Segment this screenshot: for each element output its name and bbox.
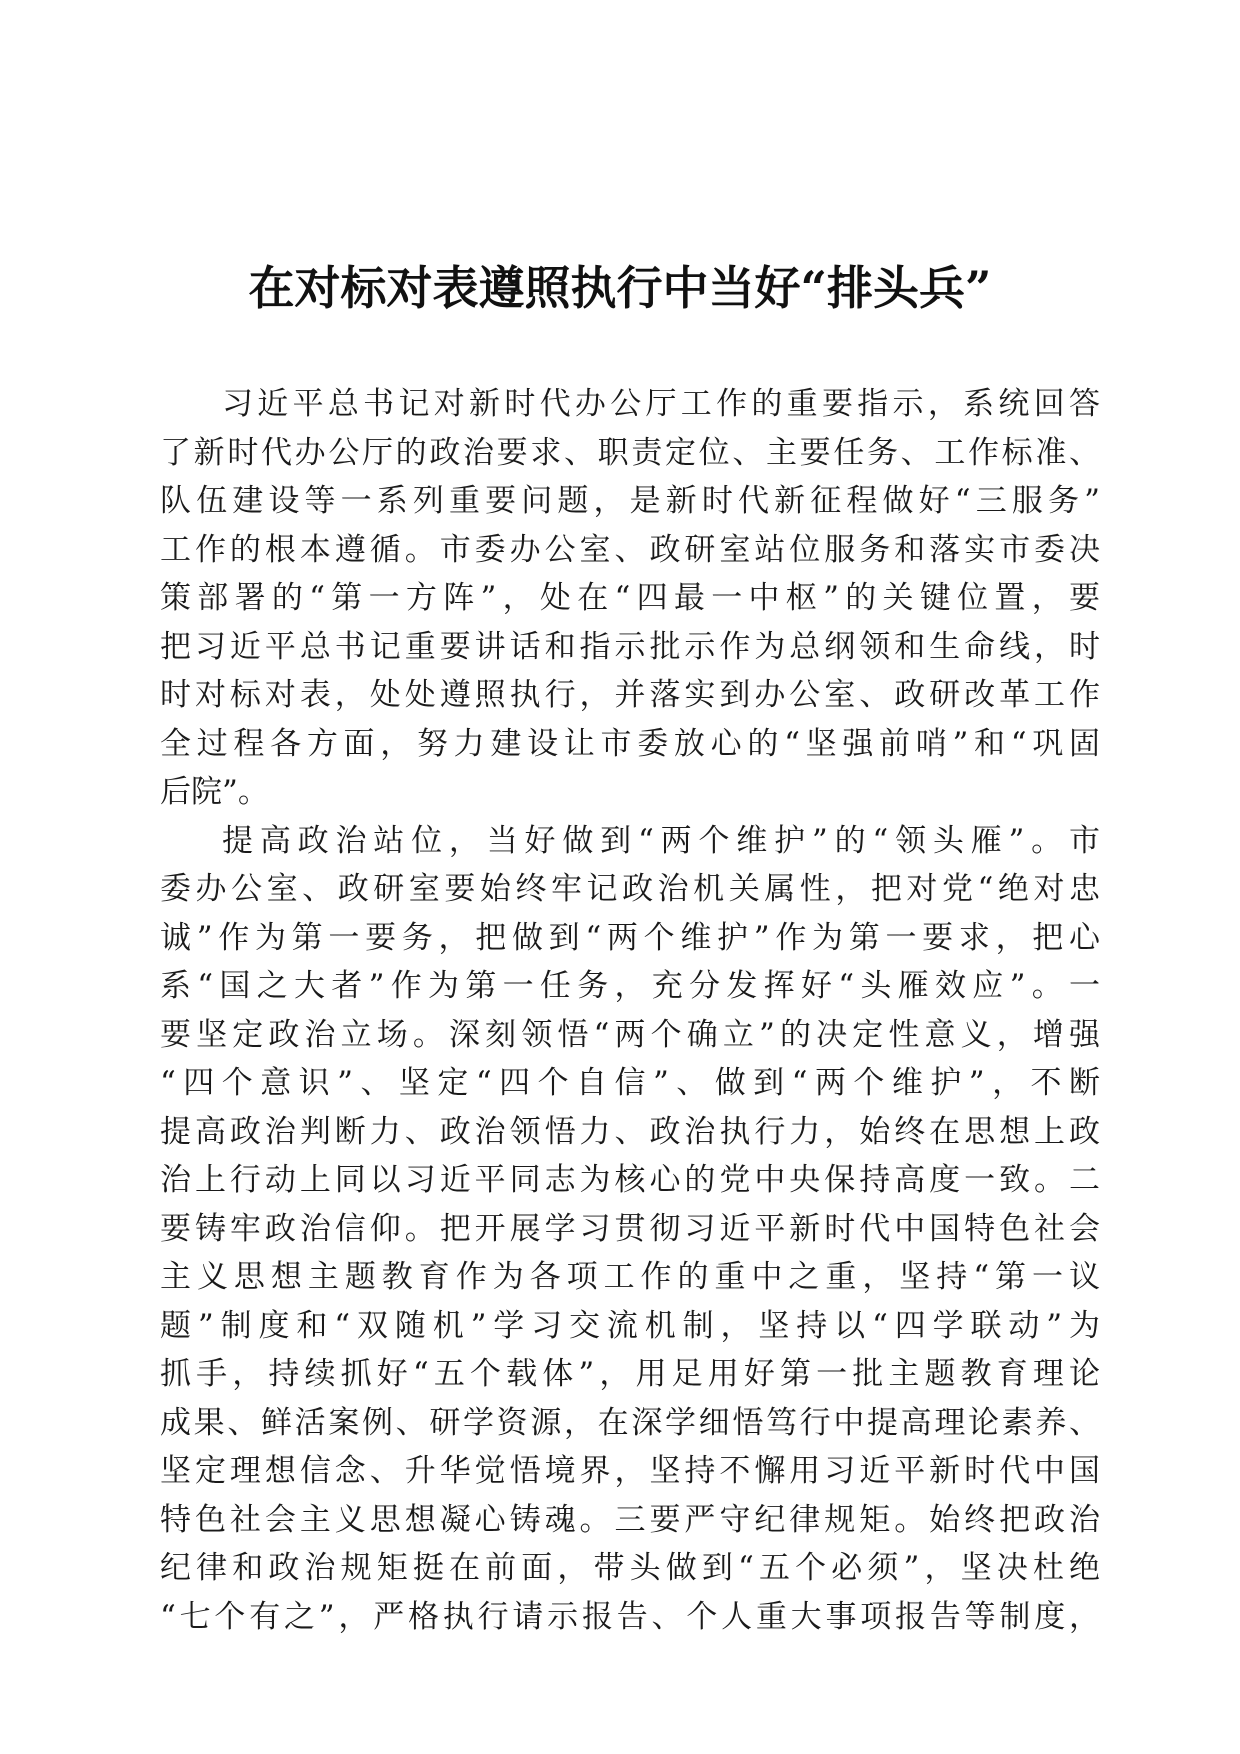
paragraph-2: [160, 817, 1100, 1642]
text-line: 特色社会主义思想凝心铸魂。三要严守纪律规矩。始终把政治: [160, 1501, 1100, 1538]
text-line: 了新时代办公厅的政治要求、职责定位、主要任务、工作标准、: [160, 434, 1100, 471]
text-line: 委办公室、政研室要始终牢记政治机关属性，把对党“绝对忠: [160, 871, 1100, 907]
text-line: “七个有之”，严格执行请示报告、个人重大事项报告等制度，: [160, 1598, 1100, 1635]
text-line: 要坚定政治立场。深刻领悟“两个确立”的决定性意义，增强: [160, 1016, 1100, 1053]
text-line: 提高政治站位，当好做到“两个维护”的“领头雁”。市: [222, 822, 1100, 859]
text-line: 策部署的“第一方阵”，处在“四最一中枢”的关键位置，要: [160, 580, 1100, 616]
text-line: 主义思想主题教育作为各项工作的重中之重，坚持“第一议: [160, 1259, 1100, 1295]
document-title: 在对标对表遵照执行中当好“排头兵”: [248, 261, 992, 315]
text-line: 时对标对表，处处遵照执行，并落实到办公室、政研改革工作: [160, 677, 1100, 713]
paragraph-1: [160, 380, 1100, 817]
document-body: [160, 380, 1100, 1641]
text-line: 习近平总书记对新时代办公厅工作的重要指示，系统回答: [222, 386, 1100, 422]
text-line: “四个意识”、坚定“四个自信”、做到“两个维护”，不断: [160, 1065, 1100, 1101]
text-line: 坚定理想信念、升华觉悟境界，坚持不懈用习近平新时代中国: [160, 1453, 1100, 1489]
text-line: 提高政治判断力、政治领悟力、政治执行力，始终在思想上政: [160, 1113, 1100, 1150]
text-line: 治上行动上同以习近平同志为核心的党中央保持高度一致。二: [160, 1162, 1100, 1198]
text-line: 要铸牢政治信仰。把开展学习贯彻习近平新时代中国特色社会: [160, 1210, 1100, 1247]
text-line: 工作的根本遵循。市委办公室、政研室站位服务和落实市委决: [160, 531, 1100, 568]
text-line: 把习近平总书记重要讲话和指示批示作为总纲领和生命线，时: [160, 628, 1100, 665]
text-line: 全过程各方面，努力建设让市委放心的“坚强前哨”和“巩固: [160, 725, 1100, 762]
text-line: 抓手，持续抓好“五个载体”，用足用好第一批主题教育理论: [160, 1356, 1100, 1392]
text-line: 系“国之大者”作为第一任务，充分发挥好“头雁效应”。一: [160, 968, 1100, 1004]
text-line: 成果、鲜活案例、研学资源，在深学细悟笃行中提高理论素养、: [160, 1404, 1100, 1441]
text-line: 题”制度和“双随机”学习交流机制，坚持以“四学联动”为: [160, 1307, 1100, 1344]
text-line: 纪律和政治规矩挺在前面，带头做到“五个必须”，坚决杜绝: [160, 1550, 1100, 1586]
text-line: 诚”作为第一要务，把做到“两个维护”作为第一要求，把心: [160, 919, 1100, 956]
text-line: 后院”。: [160, 774, 269, 810]
text-line: 队伍建设等一系列重要问题，是新时代新征程做好“三服务”: [160, 483, 1100, 519]
